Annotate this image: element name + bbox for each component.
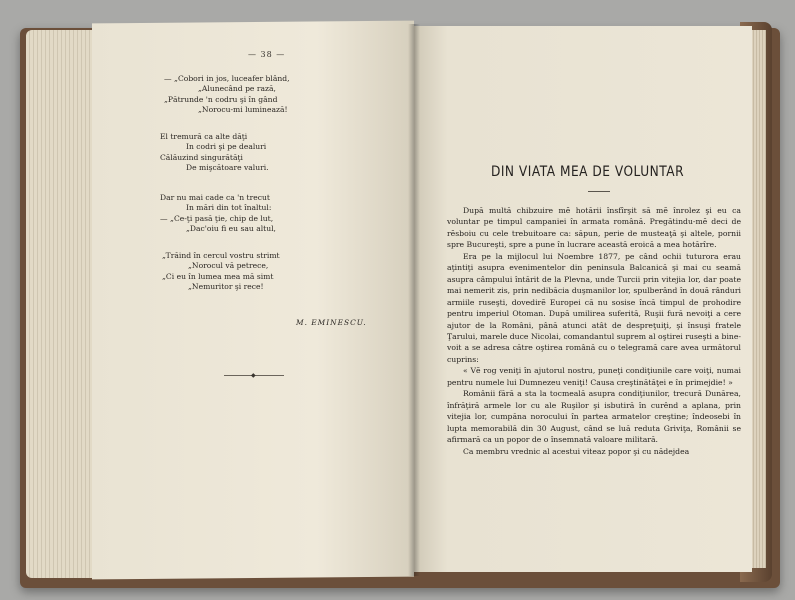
chapter-body — [447, 205, 741, 457]
poem-line: — „Cobori in jos, luceafer blând, — [164, 74, 290, 83]
poem-stanza-1 — [164, 74, 290, 116]
paragraph-quote: « Vĕ rog veniţi în ajutorul nostru, puneţi condiţiunile care voiţi, numai pentru numele lui Dumnezeu veniţi! Causa creştinătăţei e în primejdie! » — [447, 366, 741, 387]
poem-line: „Norocul vă petrece, — [188, 261, 269, 271]
book-gutter — [408, 24, 420, 576]
poem-line: — „Ce-ţi pasă ţie, chip de lut, — [160, 213, 274, 223]
poem-line: Călăuzind singurătăţi — [160, 152, 243, 162]
paragraph: După multă chibzuire mĕ hotării însfîrşit să mĕ înrolez şi eu ca voluntar pe timpul campaniei în armata română. Pregătindu-mĕ deci de rĕsboiu cu cele trebuitoare ca: săpun, perie de musteaţă şi altele, pornii spre Bucureşti, spre a pune în lucrare această eroică a mea hotărîre. — [447, 206, 741, 250]
paragraph: Era pe la mijlocul lui Noembre 1877, pe când ochii tuturora erau aţintiţi asupra evenimentelor din peninsula Balcanică şi mai cu seamă asupra câmpului întărit de la Plevna, unde Turcii prin vitejia lor, dar poate mai nemerit zis, prin nedibăcia duşmanilor lor, spulberând în două rânduri armiile ruseşti, dovedirĕ Europei că nu sosise încă timpul de prohodire pentru imperiul Otoman. După umilirea suferită, Ruşii fură nevoiţi a cere ajutor de la Români, până atunci atât de despreţuiţi, şi însuşi fratele Ţarului, marele duce Nicolai, comandantul suprem al oştirei ruseşti a bine-voit a se adresa către oştirea română cu o telegramă care avea următorul cuprins: — [447, 251, 741, 364]
chapter-title: DIN VIATA MEA DE VOLUNTAR — [490, 164, 685, 180]
left-page-stack — [26, 30, 98, 578]
poem-line: „Alunecând pe rază, — [198, 84, 276, 94]
title-rule — [588, 191, 610, 192]
poem-author: M. EMINESCU. — [296, 318, 367, 327]
poem-stanza-2 — [160, 132, 269, 174]
poem-line: „Trăind în cercul vostru strimt — [162, 251, 280, 260]
poem-line: „Ci eu în lumea mea mă simt — [162, 271, 274, 281]
poem-line: „Nemuritor şi rece! — [188, 282, 264, 292]
poem-stanza-4 — [162, 251, 280, 293]
poem-stanza-3 — [160, 193, 276, 235]
paragraph: Românii fără a sta la tocmeală asupra condiţiunilor, trecură Dunărea, înfrăţiră armele lor cu ale Ruşilor şi isbutiră în curênd a aplana, prin vitejia lor, cumpăna norocului în partea armatelor creştine; îndeosebi în lupta memorabilă din 30 August, când se luă reduta Griviţa, Românii se afirmară ca un popor de o însemnată valoare militară. — [447, 389, 741, 445]
poem-line: „Norocu-mi luminează! — [198, 105, 288, 115]
end-rule-ornament: ◆ — [251, 372, 256, 379]
poem-line: „Dac'oiu fi eu sau altul, — [186, 224, 276, 234]
page-number: — 38 — — [248, 50, 286, 59]
paragraph: Ca membru vrednic al acestui viteaz popor şi cu nădejdea — [463, 446, 690, 456]
poem-line: „Pătrunde 'n codru şi în gând — [164, 94, 278, 104]
poem-line: In codri şi pe dealuri — [186, 142, 267, 152]
poem-line: De mişcătoare valuri. — [186, 163, 269, 173]
poem-line: In mări din tot înaltul: — [186, 203, 272, 213]
poem-line: El tremură ca alte dăţi — [160, 132, 248, 141]
poem-line: Dar nu mai cade ca 'n trecut — [160, 193, 270, 202]
